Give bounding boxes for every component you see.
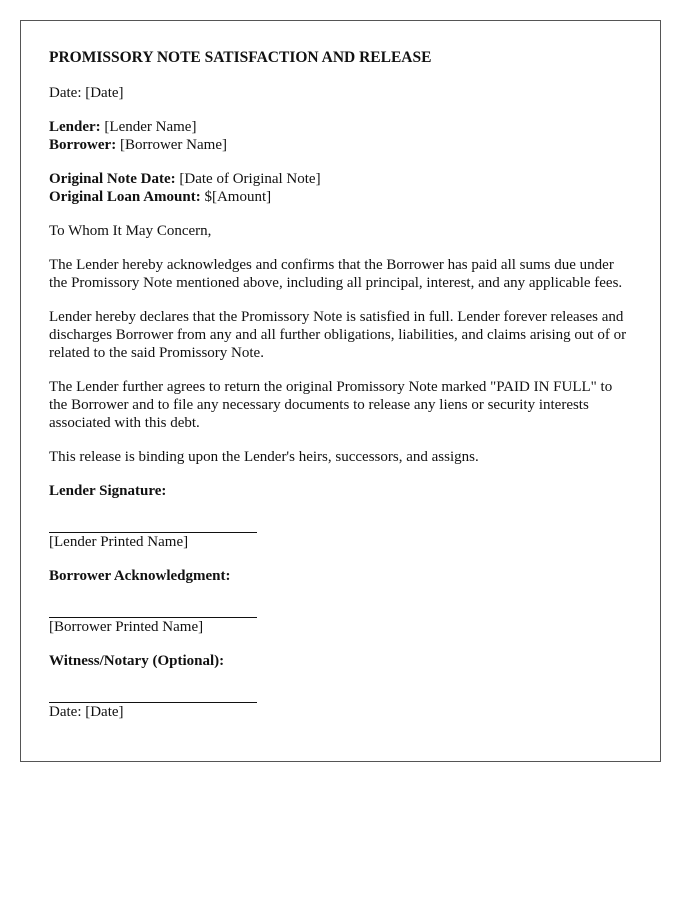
borrower-value: [Borrower Name] [116,137,227,153]
original-note-date-label: Original Note Date: [49,171,176,187]
paragraph-acknowledgment: The Lender hereby acknowledges and confirms that the Borrower has paid all sums due under the Promissory Note mentioned above, including all principal, interest, and any applicable fees. [49,257,623,291]
paragraph-return-note: The Lender further agrees to return the original Promissory Note marked "PAID IN FULL" to the Borrower and to file any necessary documents to release any liens or security interests associated with this debt. [49,379,613,431]
borrower-label: Borrower: [49,137,117,153]
note-details [49,170,632,206]
witness-heading [49,652,632,670]
lender-signature-heading [49,482,632,500]
original-note-date-value: [Date of Original Note] [175,171,321,187]
document [20,20,661,762]
paragraph-binding: This release is binding upon the Lender's heirs, successors, and assigns. [49,449,479,465]
lender-label: Lender: [49,119,101,135]
document-title: PROMISSORY NOTE SATISFACTION AND RELEASE [49,49,432,66]
lender-signature-label: Lender Signature: [49,483,167,499]
witness-signature-line [49,685,257,703]
borrower-signature-line [49,600,257,618]
lender-signature-line [49,515,257,533]
borrower-printed-name: [Borrower Printed Name] [49,619,204,635]
parties [49,118,632,154]
lender-printed-name: [Lender Printed Name] [49,534,189,550]
paragraph-release: Lender hereby declares that the Promissory Note is satisfied in full. Lender forever releases and discharges Borrower from any and all further obligations, liabilities, and claims arising out of or related to the said Promissory Note. [49,309,627,361]
lender-value: [Lender Name] [100,119,197,135]
original-loan-amount-label: Original Loan Amount: [49,189,201,205]
witness-date: Date: [Date] [49,704,124,720]
original-loan-amount-value: $[Amount] [200,189,272,205]
borrower-ack-heading [49,567,632,585]
witness-label: Witness/Notary (Optional): [49,653,225,669]
borrower-ack-label: Borrower Acknowledgment: [49,568,231,584]
salutation: To Whom It May Concern, [49,223,212,239]
date-line: Date: [Date] [49,85,124,101]
